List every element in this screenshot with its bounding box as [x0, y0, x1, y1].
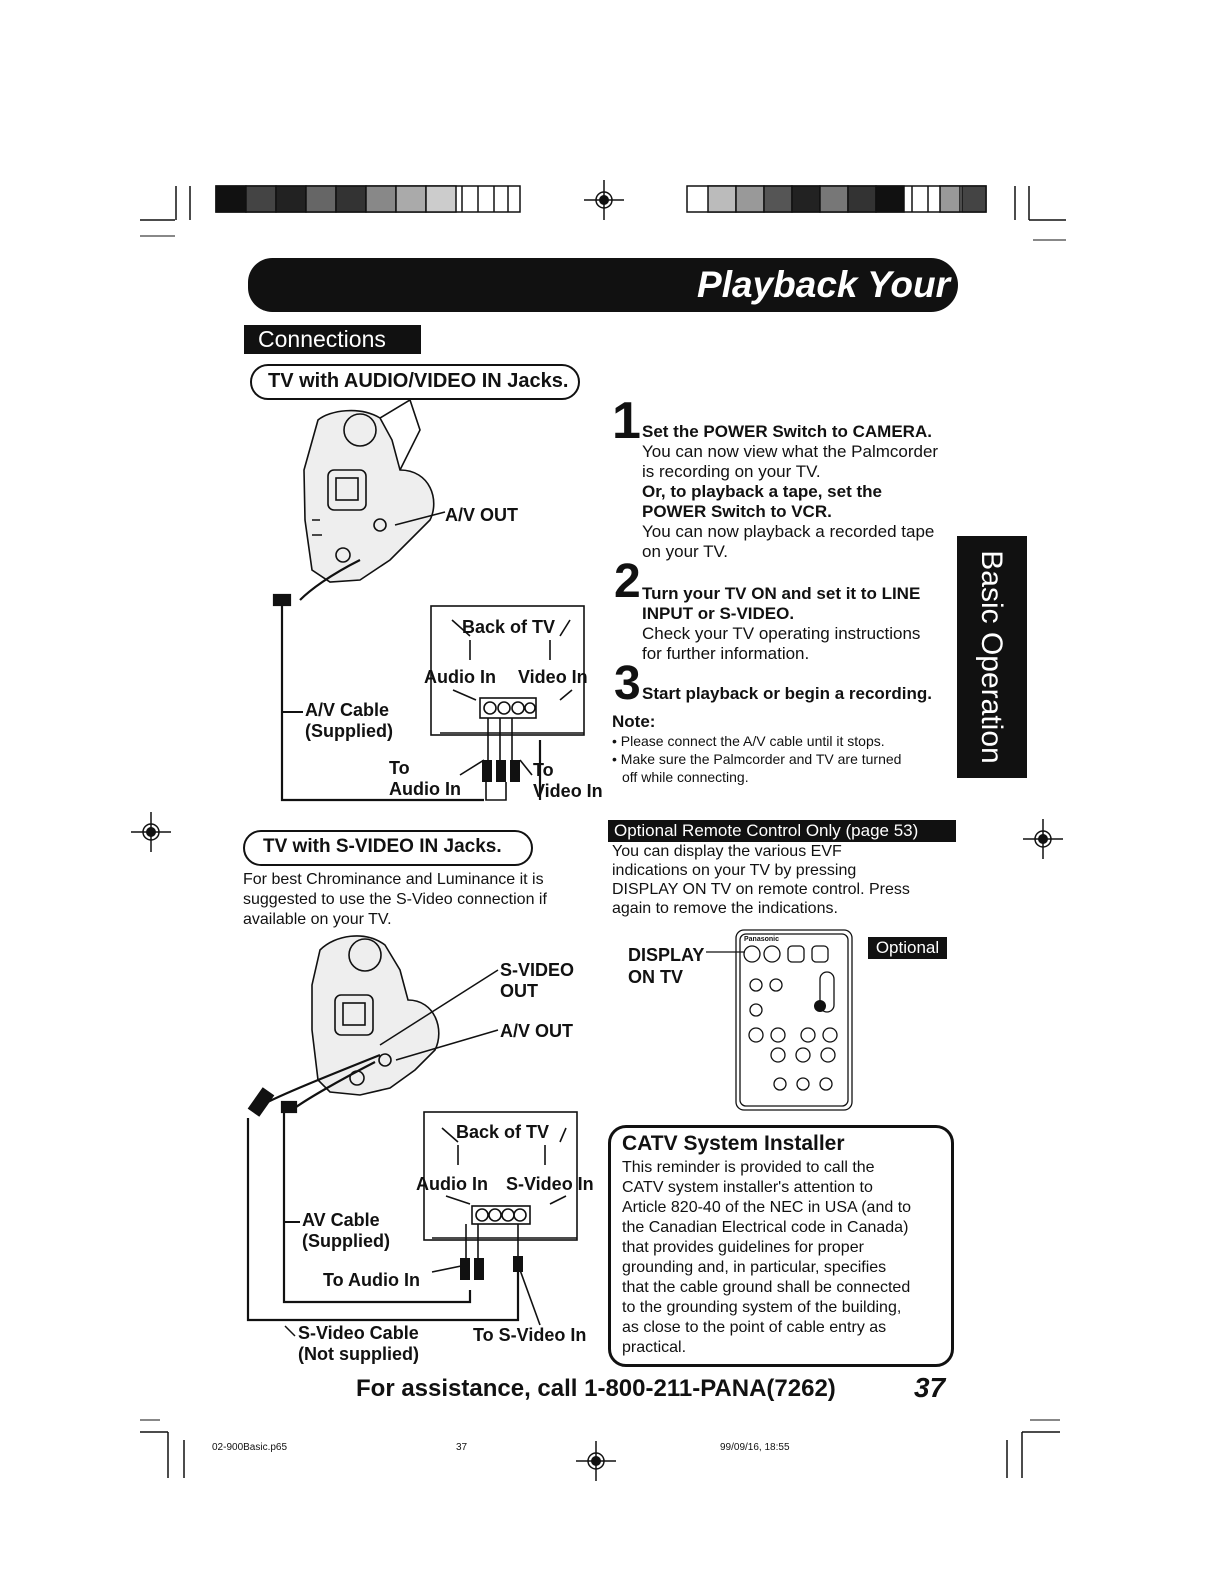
audio-in-label-2: Audio In — [416, 1174, 488, 1194]
svideo-out-line2: OUT — [500, 981, 538, 1001]
catv-line: practical. — [622, 1339, 687, 1356]
print-page: 37 — [456, 1442, 468, 1453]
connections-heading: Connections — [244, 325, 421, 354]
assistance-line: For assistance, call 1-800-211-PANA(7262) — [356, 1375, 836, 1402]
display-line2: ON TV — [628, 967, 684, 987]
to-video-line1: To — [533, 760, 554, 780]
step-line: POWER Switch to VCR. — [642, 502, 832, 521]
to-video-line2: Video In — [533, 781, 603, 801]
remote-line: You can display the various EVF — [612, 843, 842, 860]
catv-line: that the cable ground shall be connected — [622, 1279, 911, 1296]
av-cable-line2-2: (Supplied) — [302, 1231, 390, 1251]
step-number: 1 — [612, 392, 641, 450]
step-line: Start playback or begin a recording. — [642, 684, 933, 703]
step-line: Set the POWER Switch to CAMERA. — [642, 422, 932, 441]
remote-heading: Optional Remote Control Only (page 53) — [608, 820, 956, 842]
svideo-cable-line2: (Not supplied) — [298, 1344, 419, 1364]
note-label: Note: — [612, 712, 656, 731]
back-of-tv-label-2: Back of TV — [456, 1122, 550, 1142]
audio-in-label: Audio In — [424, 667, 496, 687]
av-cable-line2: (Supplied) — [305, 721, 393, 741]
catv-line: This reminder is provided to call the — [622, 1159, 875, 1176]
catv-line: to the grounding system of the building, — [622, 1299, 902, 1316]
svideo-section-title-text: TV with S-VIDEO IN Jacks. — [263, 836, 502, 857]
svideo-in-label: S-Video In — [506, 1174, 594, 1194]
av-section-title-text: TV with AUDIO/VIDEO IN Jacks. — [268, 370, 569, 392]
step-line: You can now playback a recorded tape — [642, 522, 935, 541]
step-line: for further information. — [642, 644, 810, 663]
note-bullet: • Make sure the Palmcorder and TV are turned — [612, 751, 902, 767]
svideo-out-line1: S-VIDEO — [500, 960, 575, 980]
page-title: Playback Your Recordings — [697, 264, 950, 351]
to-audio-label-2: To Audio In — [323, 1270, 420, 1290]
note-bullet: off while connecting. — [622, 769, 749, 785]
catv-line: the Canadian Electrical code in Canada) — [622, 1219, 909, 1236]
print-date: 99/09/16, 18:55 — [720, 1442, 790, 1453]
catv-line: as close to the point of cable entry as — [622, 1319, 887, 1336]
optional-badge: Optional — [868, 937, 947, 959]
svideo-intro: For best Chrominance and Luminance it is suggested to use the S-Video connection if available on your TV. — [243, 871, 547, 928]
to-svideo-label: To S-Video In — [473, 1325, 587, 1345]
step-line: You can now view what the Palmcorder — [642, 442, 939, 461]
to-audio-line1: To — [389, 758, 410, 778]
step-number: 2 — [614, 555, 641, 608]
av-out-label: A/V OUT — [445, 505, 519, 525]
back-of-tv-label: Back of TV — [462, 617, 556, 637]
av-cable-line1: A/V Cable — [305, 700, 390, 720]
step-line: INPUT or S-VIDEO. — [642, 604, 795, 623]
catv-line: Article 820-40 of the NEC in USA (and to — [622, 1199, 912, 1216]
step-line: Or, to playback a tape, set the — [642, 482, 882, 501]
step-line: is recording on your TV. — [642, 462, 821, 481]
av-out-label-2: A/V OUT — [500, 1021, 574, 1041]
remote-line: indications on your TV by pressing — [612, 862, 857, 879]
step-number: 3 — [614, 657, 641, 710]
print-file: 02-900Basic.p65 — [212, 1442, 288, 1453]
catv-title: CATV System Installer — [622, 1132, 845, 1155]
catv-line: that provides guidelines for proper — [622, 1239, 864, 1256]
step-line: Check your TV operating instructions — [642, 624, 921, 643]
to-audio-line2: Audio In — [389, 779, 461, 799]
catv-body — [622, 1158, 952, 1358]
svideo-cable-line1: S-Video Cable — [298, 1323, 419, 1343]
video-in-label: Video In — [518, 667, 588, 687]
display-line1: DISPLAY — [628, 945, 705, 965]
note-bullet: • Please connect the A/V cable until it stops. — [612, 733, 885, 749]
remote-line: again to remove the indications. — [612, 900, 838, 917]
step-line: Turn your TV ON and set it to LINE — [642, 584, 921, 603]
remote-brand: Panasonic — [744, 936, 780, 943]
side-tab-label: Basic Operation — [975, 550, 1008, 764]
step-line: on your TV. — [642, 542, 729, 561]
catv-line: CATV system installer's attention to — [622, 1179, 873, 1196]
av-cable-line1-2: AV Cable — [302, 1210, 380, 1230]
page-number: 37 — [914, 1372, 946, 1403]
catv-line: grounding and, in particular, specifies — [622, 1259, 887, 1276]
remote-line: DISPLAY ON TV on remote control. Press — [612, 881, 910, 898]
